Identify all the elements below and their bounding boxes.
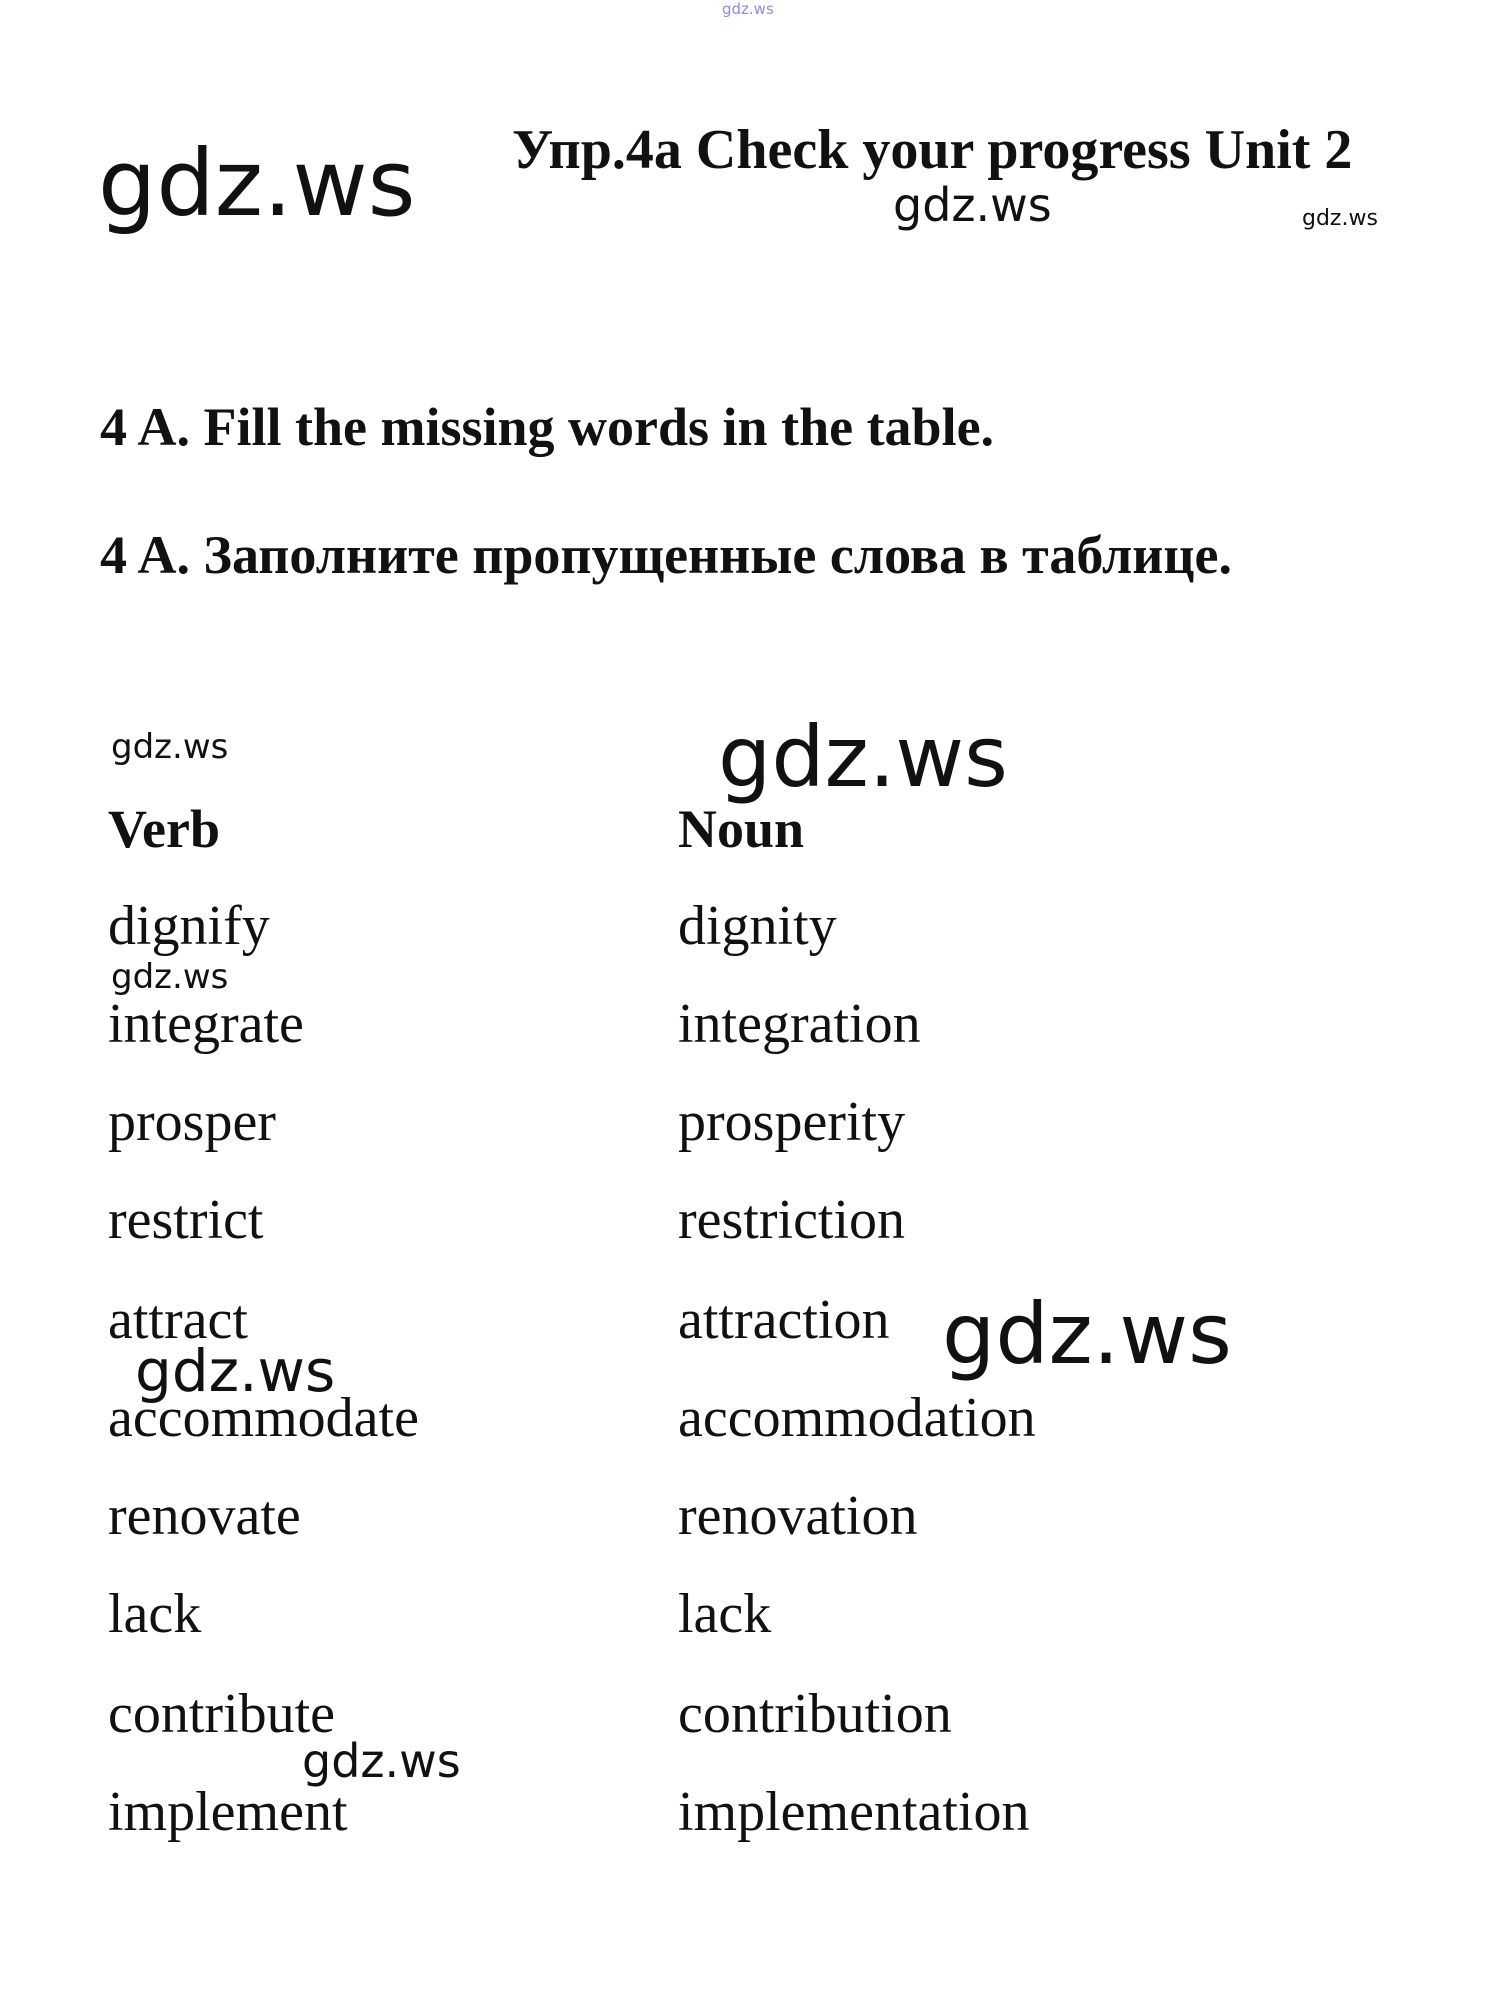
noun-cell: renovation: [678, 1485, 918, 1547]
noun-cell: integration: [678, 993, 921, 1055]
task-russian: 4 A. Заполните пропущенные слова в таблице.: [100, 525, 1232, 585]
noun-cell: lack: [678, 1583, 772, 1645]
noun-cell: implementation: [678, 1781, 1030, 1843]
task-english: 4 A. Fill the missing words in the table.: [100, 397, 995, 457]
verb-cell: integrate: [108, 993, 304, 1055]
watermark-row-contribute: gdz.ws: [302, 1734, 461, 1788]
verb-cell: accommodate: [108, 1387, 419, 1449]
verb-cell: renovate: [108, 1485, 301, 1547]
watermark-top: gdz.ws: [722, 0, 774, 18]
noun-cell: accommodation: [678, 1387, 1036, 1449]
verb-cell: implement: [108, 1781, 348, 1843]
watermark-row-attraction: gdz.ws: [942, 1285, 1232, 1383]
verb-cell: contribute: [108, 1683, 336, 1745]
noun-cell: prosperity: [678, 1091, 906, 1153]
header-noun: Noun: [678, 799, 805, 859]
noun-cell: dignity: [678, 895, 837, 957]
noun-cell: restriction: [678, 1189, 906, 1251]
watermark-under-title: gdz.ws: [893, 178, 1052, 232]
watermark-row-attract: gdz.ws: [135, 1337, 336, 1405]
watermark-small-right: gdz.ws: [1302, 206, 1378, 231]
verb-cell: attract: [108, 1289, 248, 1351]
page-title: Упр.4a Check your progress Unit 2: [512, 119, 1353, 181]
watermark-table-left: gdz.ws: [111, 727, 229, 767]
verb-cell: dignify: [108, 895, 270, 957]
verb-cell: restrict: [108, 1189, 264, 1251]
watermark-row-dignify: gdz.ws: [111, 957, 229, 997]
noun-cell: attraction: [678, 1289, 890, 1351]
watermark-large-header: gdz.ws: [98, 130, 416, 237]
noun-cell: contribution: [678, 1683, 952, 1745]
watermark-table-center: gdz.ws: [718, 708, 1008, 806]
header-verb: Verb: [108, 799, 221, 859]
verb-cell: prosper: [108, 1091, 276, 1153]
verb-cell: lack: [108, 1583, 202, 1645]
